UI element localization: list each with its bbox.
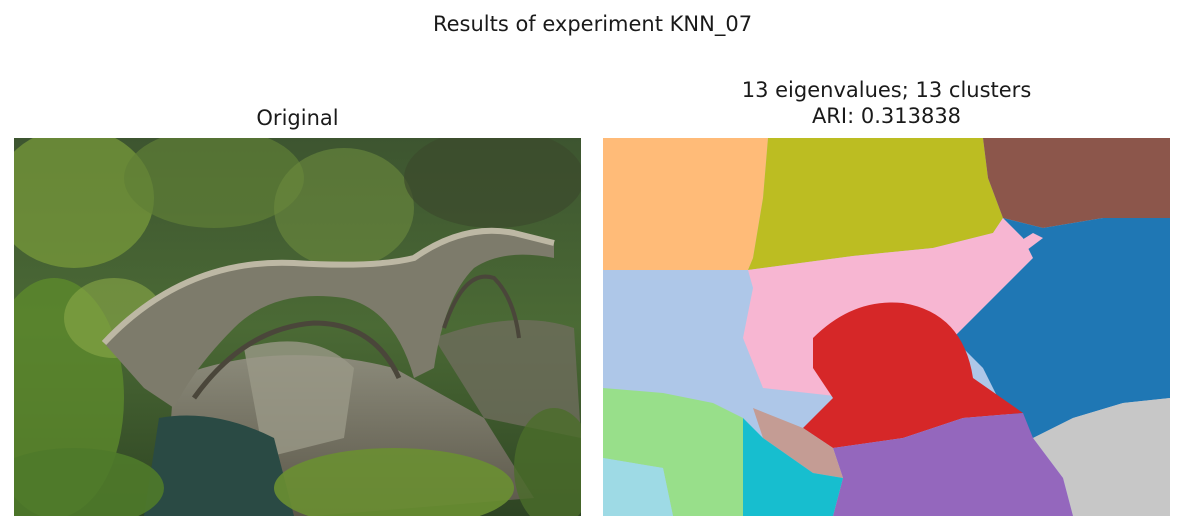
segmentation-image — [603, 138, 1170, 516]
figure-suptitle: Results of experiment KNN_07 — [432, 12, 753, 36]
segmentation-title-line1: 13 eigenvalues; 13 clusters — [741, 78, 1032, 102]
segmentation-title-line2: ARI: 0.313838 — [811, 104, 962, 128]
original-title: Original — [256, 106, 339, 130]
segmentation-title — [603, 77, 1170, 129]
original-image — [14, 138, 581, 516]
